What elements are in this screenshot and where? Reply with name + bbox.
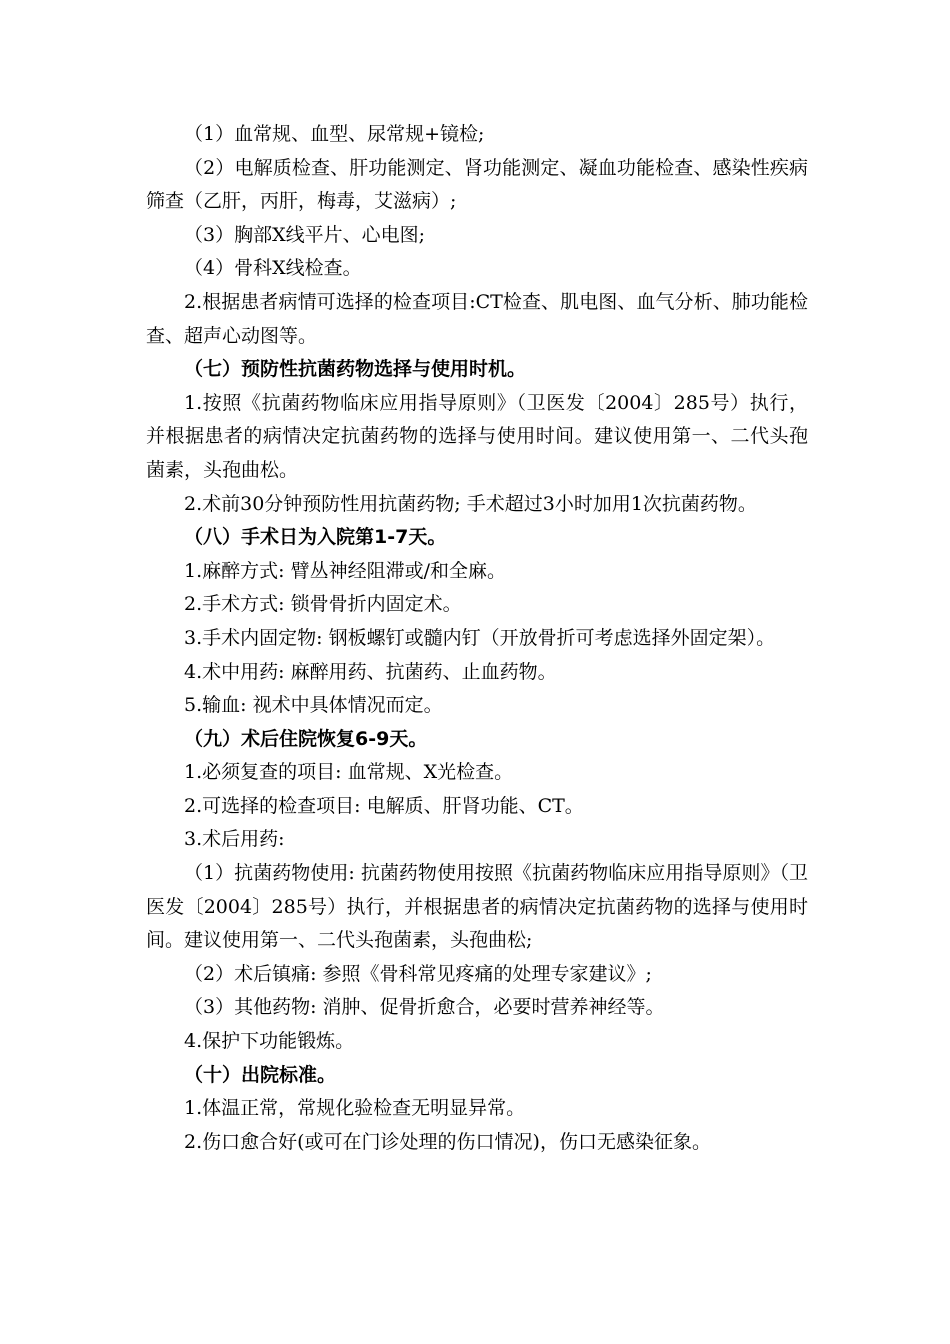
paragraph: 1.体温正常，常规化验检查无明显异常。	[184, 1097, 526, 1120]
paragraph: 5.输血: 视术中具体情况而定。	[184, 694, 443, 717]
paragraph: （1）血常规、血型、尿常规+镜检;	[184, 123, 485, 145]
paragraph: 3.手术内固定物: 钢板螺钉或髓内钉（开放骨折可考虑选择外固定架）。	[184, 626, 776, 649]
paragraph: 2.伤口愈合好(或可在门诊处理的伤口情况)，伤口无感染征象。	[184, 1130, 711, 1153]
paragraph: 3.术后用药:	[184, 828, 285, 851]
paragraph: 4.保护下功能锻炼。	[184, 1030, 355, 1053]
section-heading: （九）术后住院恢复6-9天。	[184, 727, 428, 750]
paragraph: （3）其他药物: 消肿、促骨折愈合，必要时营养神经等。	[184, 996, 665, 1019]
paragraph: 4.术中用药: 麻醉用药、抗菌药、止血药物。	[184, 660, 557, 683]
paragraph: （4）骨科X线检查。	[184, 257, 362, 280]
paragraph: 1.麻醉方式: 臂丛神经阻滞或/和全麻。	[184, 559, 506, 582]
paragraph: （3）胸部X线平片、心电图;	[184, 223, 426, 246]
section-heading: （十）出院标准。	[184, 1063, 337, 1086]
document-body	[146, 118, 808, 1159]
paragraph: （2）术后镇痛: 参照《骨科常见疼痛的处理专家建议》;	[184, 962, 652, 985]
paragraph: 1.必须复查的项目: 血常规、X光检查。	[184, 761, 514, 784]
paragraph: （2）电解质检查、肝功能测定、肾功能测定、凝血功能检查、感染性疾病筛查（乙肝，丙肝，梅毒，艾滋病）;	[146, 156, 808, 213]
paragraph: 1.按照《抗菌药物临床应用指导原则》（卫医发〔2004〕285号）执行，并根据患者的病情决定抗菌药物的选择与使用时间。建议使用第一、二代头孢菌素，头孢曲松。	[146, 391, 808, 481]
section-heading: （八）手术日为入院第1-7天。	[184, 526, 447, 549]
paragraph: 2.术前30分钟预防性用抗菌药物; 手术超过3小时加用1次抗菌药物。	[184, 492, 757, 515]
paragraph: 2.手术方式: 锁骨骨折内固定术。	[184, 593, 462, 616]
paragraph: （1）抗菌药物使用: 抗菌药物使用按照《抗菌药物临床应用指导原则》（卫医发〔2004〕285号）执行，并根据患者的病情决定抗菌药物的选择与使用时间。建议使用第一、二代头孢菌素，头孢曲松;	[146, 862, 808, 952]
paragraph: 2.根据患者病情可选择的检查项目:CT检查、肌电图、血气分析、肺功能检查、超声心动图等。	[146, 290, 808, 347]
section-heading: （七）预防性抗菌药物选择与使用时机。	[184, 358, 527, 381]
paragraph: 2.可选择的检查项目: 电解质、肝肾功能、CT。	[184, 794, 584, 817]
